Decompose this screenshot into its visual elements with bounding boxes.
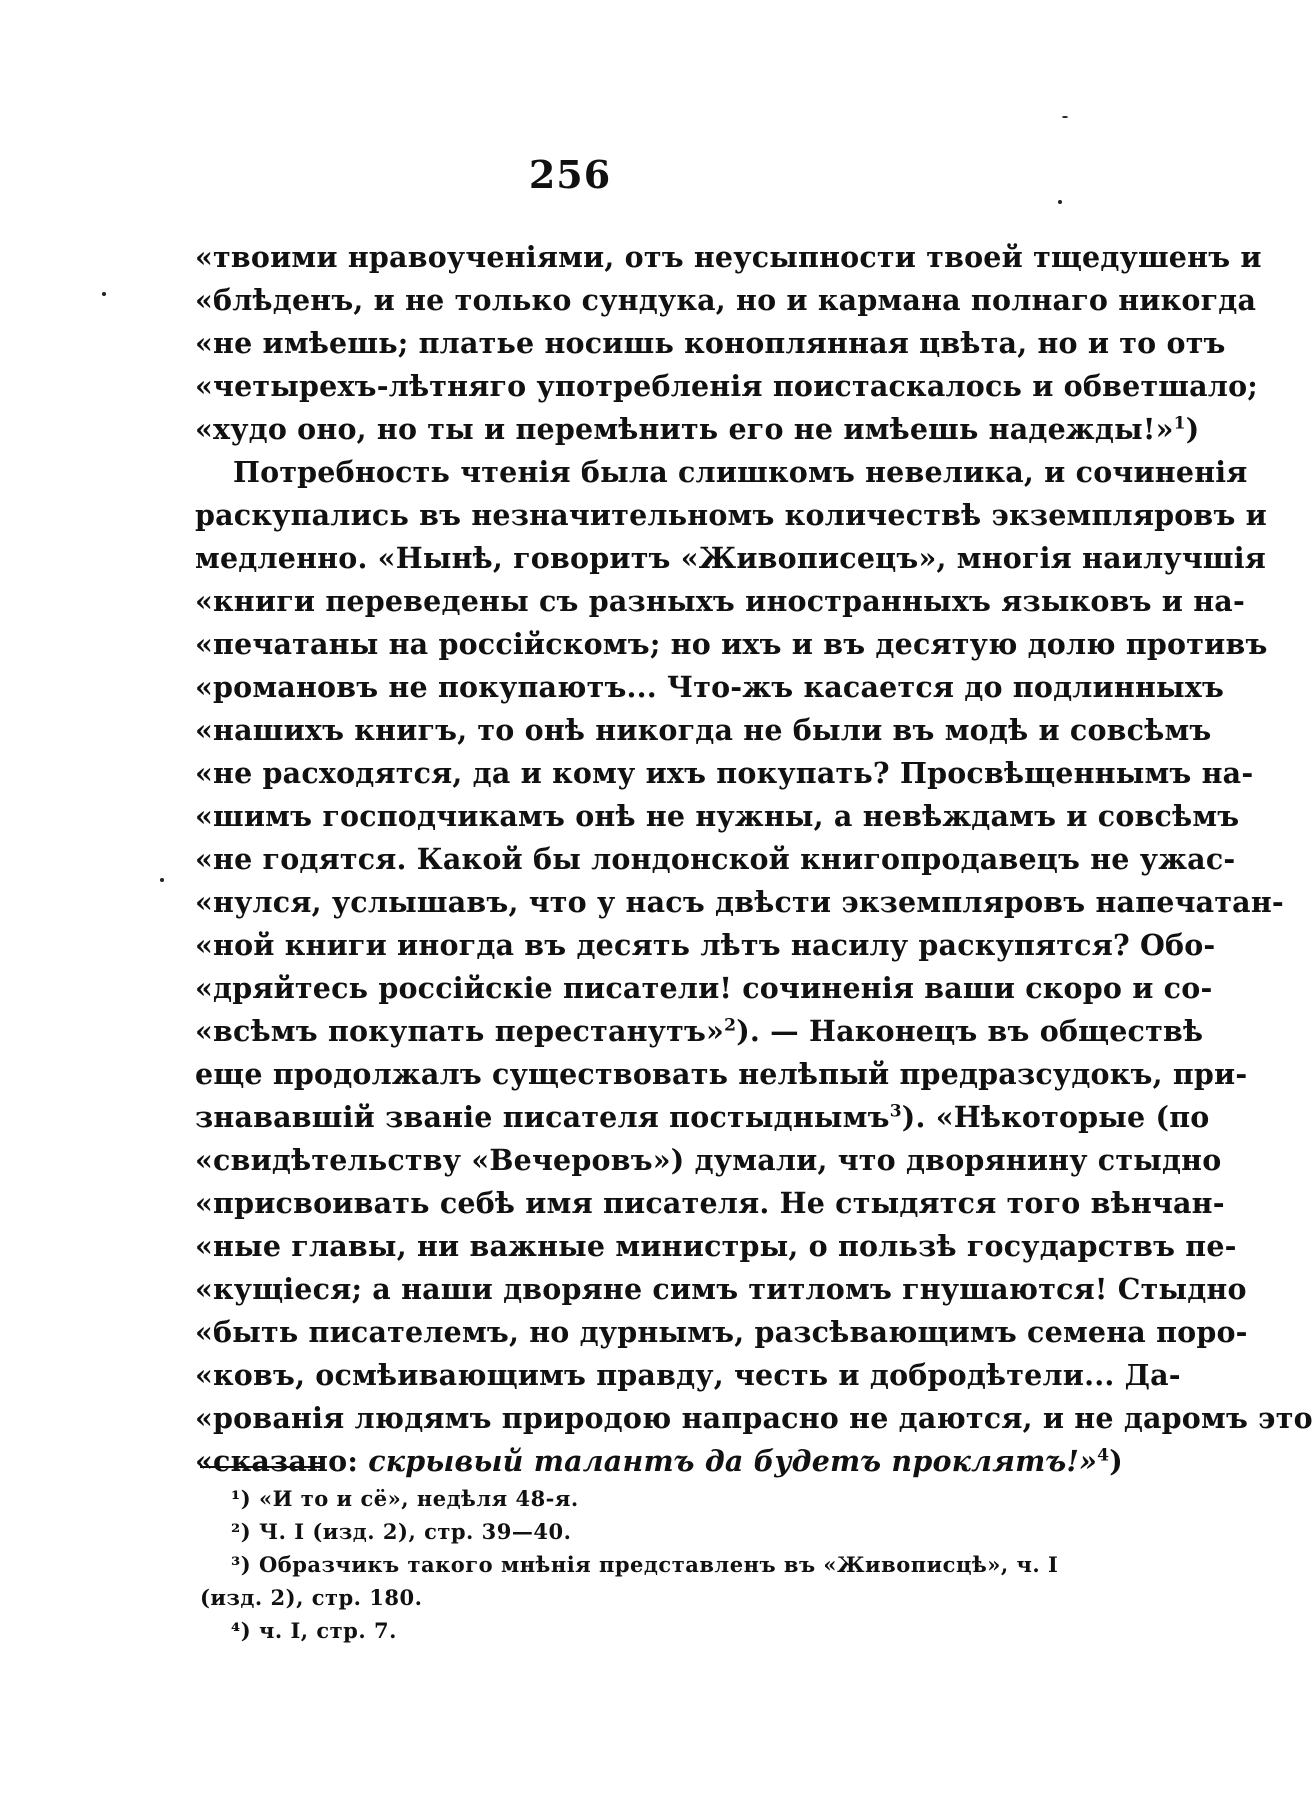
text-line (195, 1010, 1204, 1053)
text-line: «ковъ, осмѣивающимъ правду, честь и добродѣтели... Да- (195, 1358, 1181, 1392)
scan-speck (160, 878, 164, 882)
text-span: ). «Нѣкоторые (по (901, 1100, 1210, 1134)
footnote-ref: 2 (724, 1015, 737, 1036)
text-line: «твоими нравоученіями, отъ неусыпности твоей тщедушенъ и (195, 240, 1262, 274)
text-line: «дряйтесь россійскіе писатели! сочиненія ваши скоро и со- (195, 971, 1213, 1005)
footnote-4: ⁴) ч. I, стр. 7. (231, 1618, 397, 1643)
footnotes (200, 1482, 1059, 1647)
footnote-3: ³) Образчикъ такого мнѣнія представленъ въ «Живописцѣ», ч. I (231, 1552, 1059, 1577)
text-span: «сказано: (195, 1444, 369, 1478)
text-line: «нашихъ книгъ, то онѣ никогда не были въ модѣ и совсѣмъ (195, 713, 1212, 747)
text-line: «романовъ не покупаютъ... Что-жъ касается до подлинныхъ (195, 670, 1225, 704)
text-line: «книги переведены съ разныхъ иностранныхъ языковъ и на- (195, 584, 1245, 618)
text-line: «быть писателемъ, но дурнымъ, разсѣвающимъ семена поро- (195, 1315, 1248, 1349)
footnote-ref: 1 (1173, 413, 1186, 434)
text-line: «свидѣтельству «Вечеровъ») думали, что дворянину стыдно (195, 1143, 1222, 1177)
body-text (195, 236, 1313, 1483)
footnote-ref: 3 (889, 1101, 902, 1122)
text-line: «не расходятся, да и кому ихъ покупать? Просвѣщеннымъ на- (195, 756, 1254, 790)
text-span: ) (1185, 412, 1200, 446)
text-line: Потребность чтенія была слишкомъ невелика, и сочиненія (233, 455, 1248, 489)
text-line: медленно. «Нынѣ, говоритъ «Живописецъ», многія наилучшія (195, 541, 1267, 575)
text-span: знававшій званіе писателя постыднымъ (195, 1100, 890, 1134)
footnote-separator (200, 1466, 320, 1468)
text-line: «четырехъ-лѣтняго употребленія поистаскалось и обветшало; (195, 369, 1259, 403)
footnote-1: ¹) «И то и сё», недѣля 48-я. (231, 1486, 579, 1511)
text-line: «ные главы, ни важные министры, о пользѣ государствъ пе- (195, 1229, 1237, 1263)
text-span: ) (1109, 1444, 1123, 1478)
scan-speck (102, 292, 106, 296)
footnote-3-continued: (изд. 2), стр. 180. (200, 1585, 423, 1610)
scan-speck (1058, 200, 1062, 204)
text-line: «кущіеся; а наши дворяне симъ титломъ гнушаются! Стыдно (195, 1272, 1247, 1306)
text-line (195, 408, 1200, 451)
text-line: раскупались въ незначительномъ количествѣ экземпляровъ и (195, 498, 1267, 532)
text-line: «присвоивать себѣ имя писателя. Не стыдятся того вѣнчан- (195, 1186, 1225, 1220)
text-line: «не годятся. Какой бы лондонской книгопродавецъ не ужас- (195, 842, 1236, 876)
text-line (195, 1096, 1210, 1139)
text-span: ). — Наконецъ въ обществѣ (736, 1014, 1204, 1048)
text-line: «не имѣешь; платье носишь коноплянная цвѣта, но и то отъ (195, 326, 1226, 360)
page-number: 256 (528, 152, 612, 197)
text-line: «нулся, услышавъ, что у насъ двѣсти экземпляровъ напечатан- (195, 885, 1284, 919)
text-line: «блѣденъ, и не только сундука, но и кармана полнаго никогда (195, 283, 1257, 317)
footnote-ref: 4 (1097, 1445, 1110, 1466)
text-span: «всѣмъ покупать перестанутъ» (195, 1014, 725, 1048)
text-span: «худо оно, но ты и перемѣнить его не имѣешь надежды!» (195, 412, 1174, 446)
text-line: «шимъ господчикамъ онѣ не нужны, а невѣждамъ и совсѣмъ (195, 799, 1240, 833)
italic-quote: скрывый талантъ да будетъ проклятъ!» (368, 1444, 1098, 1478)
text-line: «печатаны на россійскомъ; но ихъ и въ десятую долю противъ (195, 627, 1268, 661)
text-line: еще продолжалъ существовать нелѣпый предразсудокъ, при- (195, 1057, 1248, 1091)
text-line: «рованія людямъ природою напрасно не даются, и не даромъ это (195, 1401, 1313, 1435)
text-line: «ной книги иногда въ десять лѣтъ насилу раскупятся? Обо- (195, 928, 1216, 962)
footnote-2: ²) Ч. I (изд. 2), стр. 39—40. (231, 1519, 572, 1544)
text-line (195, 1440, 1123, 1483)
scan-speck (1062, 116, 1068, 118)
